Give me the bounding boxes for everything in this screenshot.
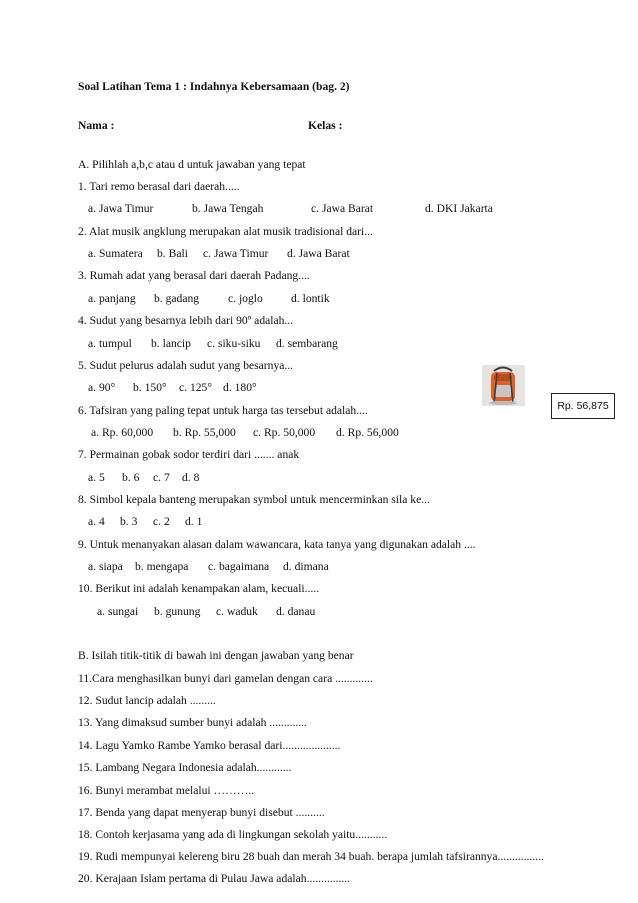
option-9d: d. dimana (283, 560, 329, 573)
option-3c: c. joglo (228, 292, 263, 305)
question-2: 2. Alat musik angklung merupakan alat musik tradisional dari... (78, 225, 373, 238)
option-6b: b. Rp. 55,000 (173, 426, 236, 439)
option-8b: b. 3 (120, 515, 138, 528)
option-9a: a. siapa (88, 560, 123, 573)
option-4c: c. siku-siku (207, 337, 261, 350)
price-tag: Rp. 56,875 (551, 393, 615, 419)
option-5c: c. 125° (179, 381, 212, 394)
option-1b: b. Jawa Tengah (192, 202, 264, 215)
option-3d: d. lontik (291, 292, 330, 305)
question-18: 18. Contoh kerjasama yang ada di lingkungan sekolah yaitu........... (78, 828, 388, 841)
question-4: 4. Sudut yang besarnya lebih dari 90º adalah... (78, 314, 294, 327)
option-7b: b. 6 (122, 471, 140, 484)
worksheet-title: Soal Latihan Tema 1 : Indahnya Kebersamaan (bag. 2) (78, 80, 350, 93)
option-1c: c. Jawa Barat (311, 202, 374, 215)
option-10d: d. danau (276, 605, 316, 618)
question-17: 17. Benda yang dapat menyerap bunyi disebut .......... (78, 806, 325, 819)
question-3: 3. Rumah adat yang berasal dari daerah Padang.... (78, 269, 310, 282)
option-1a: a. Jawa Timur (88, 202, 154, 215)
option-10b: b. gunung (154, 605, 201, 618)
option-6c: c. Rp. 50,000 (253, 426, 316, 439)
name-label: Nama : (78, 119, 115, 132)
option-4a: a. tumpul (88, 337, 132, 350)
question-8: 8. Simbol kepala banteng merupakan symbol untuk mencerminkan sila ke... (78, 493, 430, 506)
option-5d: d. 180° (223, 381, 257, 394)
question-5: 5. Sudut pelurus adalah sudut yang besarnya... (78, 359, 294, 372)
option-7a: a. 5 (88, 471, 105, 484)
option-2a: a. Sumatera (88, 247, 143, 260)
question-10: 10. Berikut ini adalah kenampakan alam, kecuali..... (78, 582, 320, 595)
option-3b: b. gadang (154, 292, 200, 305)
option-2b: b. Bali (157, 247, 188, 260)
option-4b: b. lancip (151, 337, 191, 350)
option-10c: c. waduk (216, 605, 258, 618)
option-8c: c. 2 (153, 515, 170, 528)
option-7c: c. 7 (153, 471, 170, 484)
question-1: 1. Tari remo berasal dari daerah..... (78, 180, 240, 193)
option-4d: d. sembarang (276, 337, 338, 350)
option-6d: d. Rp. 56,000 (336, 426, 399, 439)
option-9b: b. mengapa (135, 560, 189, 573)
option-8d: d. 1 (185, 515, 203, 528)
option-10a: a. sungai (97, 605, 139, 618)
question-14: 14. Lagu Yamko Rambe Yamko berasal dari.................... (78, 739, 341, 752)
option-9c: c. bagaimana (208, 560, 270, 573)
section-a-instruction: A. Pilihlah a,b,c atau d untuk jawaban yang tepat (78, 158, 306, 171)
option-2c: c. Jawa Timur (203, 247, 269, 260)
option-5a: a. 90° (88, 381, 116, 394)
option-8a: a. 4 (88, 515, 105, 528)
option-7d: d. 8 (182, 471, 200, 484)
question-11: 11.Cara menghasilkan bunyi dari gamelan dengan cara ............. (78, 672, 373, 685)
question-12: 12. Sudut lancip adalah ......... (78, 694, 216, 707)
question-15: 15. Lambang Negara Indonesia adalah............ (78, 761, 292, 774)
option-5b: b. 150° (133, 381, 167, 394)
section-b-instruction: B. Isilah titik-titik di bawah ini dengan jawaban yang benar (78, 649, 354, 662)
question-6: 6. Tafsiran yang paling tepat untuk harga tas tersebut adalah.... (78, 404, 368, 417)
question-16: 16. Bunyi merambat melalui ……….. (78, 784, 255, 797)
option-3a: a. panjang (88, 292, 136, 305)
class-label: Kelas : (308, 119, 343, 132)
question-13: 13. Yang dimaksud sumber bunyi adalah ............. (78, 716, 307, 729)
question-7: 7. Permainan gobak sodor terdiri dari ....... anak (78, 448, 300, 461)
option-1d: d. DKI Jakarta (425, 202, 493, 215)
question-9: 9. Untuk menanyakan alasan dalam wawancara, kata tanya yang digunakan adalah .... (78, 538, 476, 551)
option-2d: d. Jawa Barat (287, 247, 350, 260)
backpack-icon (482, 365, 525, 406)
option-6a: a. Rp. 60,000 (91, 426, 154, 439)
question-19: 19. Rudi mempunyai kelereng biru 28 buah dan merah 34 buah. berapa jumlah tafsirannya................ (78, 850, 544, 863)
question-20: 20. Kerajaan Islam pertama di Pulau Jawa adalah............... (78, 872, 351, 885)
